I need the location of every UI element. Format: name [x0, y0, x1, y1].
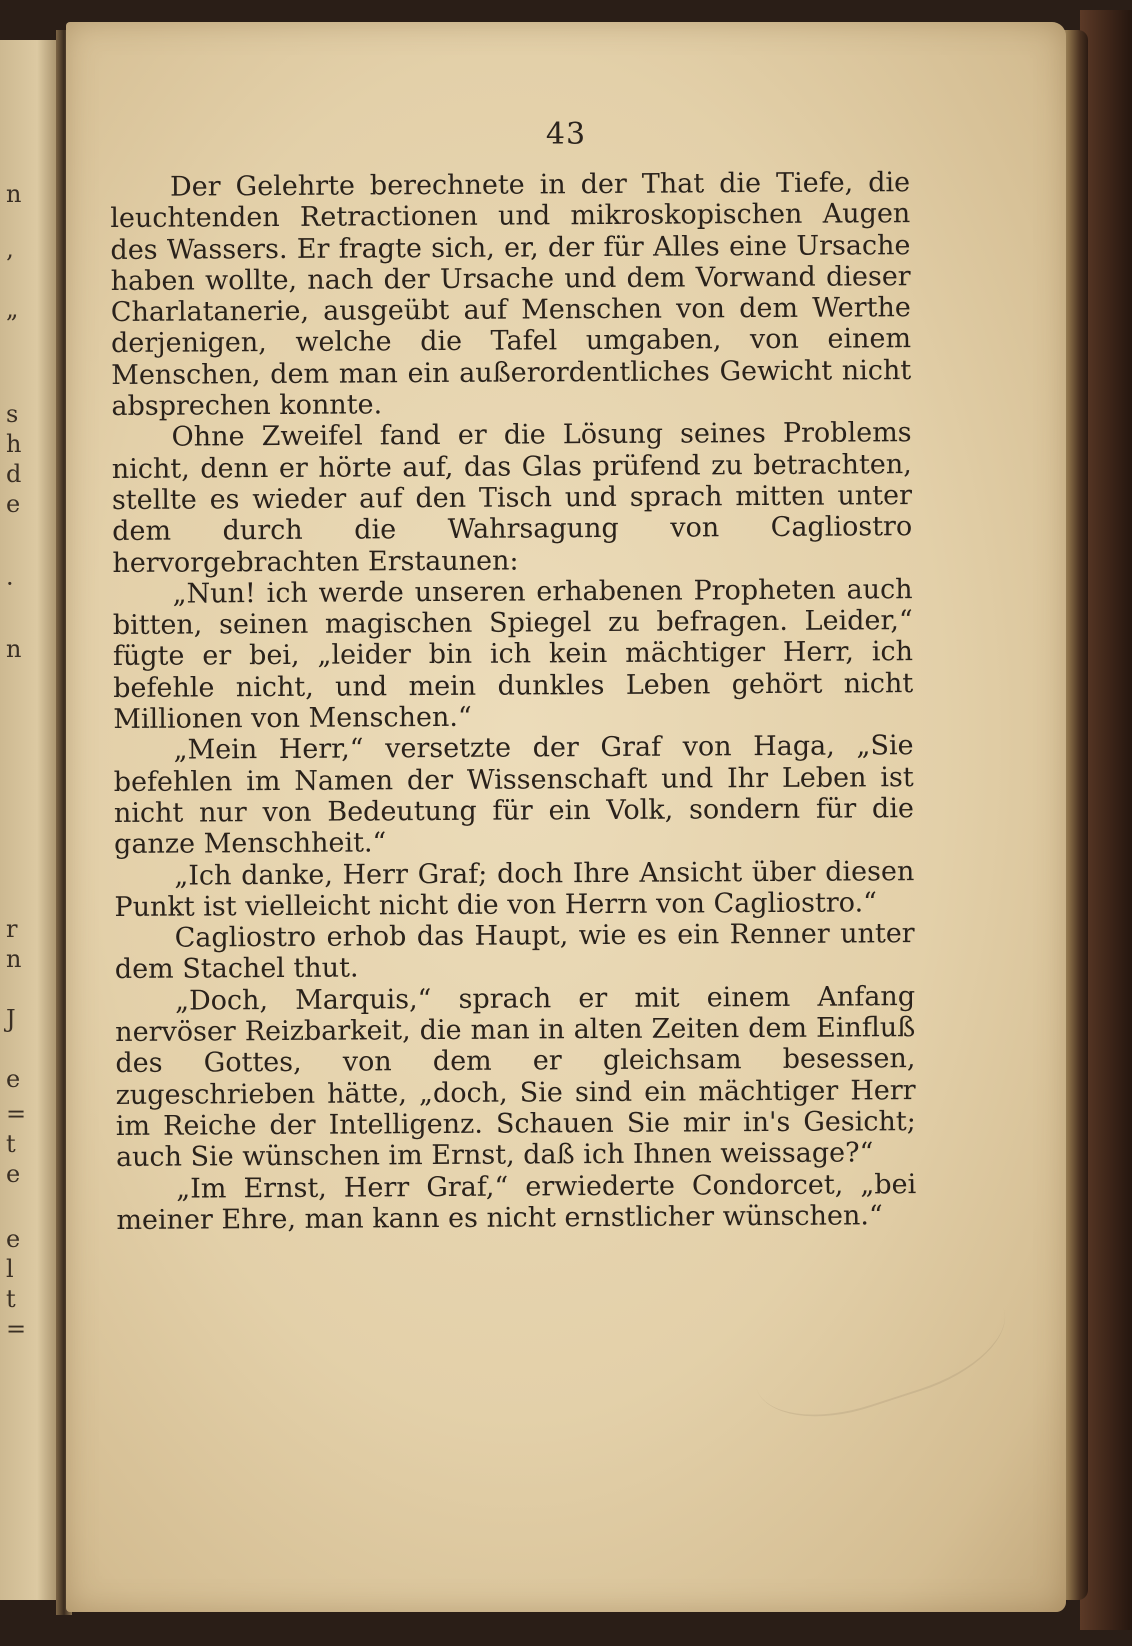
left-page-fragment: s	[6, 400, 19, 428]
left-page-fragment: =	[6, 1315, 27, 1343]
paragraph: „Nun! ich werde unseren erhabenen Propheten auch bitten, seinen magischen Spiegel zu befragen. Leider,“ fügte er bei, „leider bin ich kein mächtiger Herr, ich befehle nicht, und mein dunkles Leben gehört nicht Millionen von Menschen.“	[112, 573, 914, 736]
left-page-fragment: ‚	[6, 235, 14, 263]
paragraph: „Mein Herr,“ versetzte der Graf von Haga, „Sie befehlen im Namen der Wissenschaft und Ihr Leben ist nicht nur von Bedeutung für ein Volk, sondern für die ganze Menschheit.“	[113, 730, 914, 861]
left-page-fragment: e	[6, 1160, 21, 1188]
left-page-fragment: „	[6, 295, 19, 323]
left-page-fragment: ·	[6, 570, 14, 598]
left-page-edge	[0, 40, 62, 1600]
page-number: 43	[545, 117, 587, 152]
left-page-fragment: =	[6, 1100, 27, 1128]
left-page-fragment: e	[6, 1225, 21, 1253]
left-page-fragment: r	[6, 915, 18, 943]
left-page-fragment: t	[6, 1285, 16, 1313]
left-page-fragment: n	[6, 945, 22, 973]
page-body	[110, 167, 916, 1236]
left-page-fragment: t	[6, 1130, 16, 1158]
left-page-fragment: n	[6, 180, 22, 208]
paragraph: Der Gelehrte berechnete in der That die Tiefe, die leuchtenden Retractionen und mikroskopischen Augen des Wassers. Er fragte sich, er, der für Alles eine Ursache haben wollte, nach der Ursache und dem Vorwand dieser Charlatanerie, ausgeübt auf Menschen von dem Werthe derjenigen, welche die Tafel umgaben, von einem Menschen, dem man ein außerordentliches Gewicht nicht absprechen konnte.	[110, 167, 912, 423]
left-page-fragment: e	[6, 1065, 21, 1093]
left-page-fragment: h	[6, 430, 22, 458]
left-page-fragment: l	[6, 1255, 14, 1283]
left-page-fragment: J	[6, 1005, 16, 1033]
paragraph: „Ich danke, Herr Graf; doch Ihre Ansicht über diesen Punkt ist vielleicht nicht die von Herrn von Cagliostro.“	[114, 855, 915, 923]
paragraph: „Doch, Marquis,“ sprach er mit einem Anfang nervöser Reizbarkeit, die man in alten Zeiten dem Einfluß des Gottes, von dem er gleichsam besessen, zugeschrieben hätte, „doch, Sie sind ein mächtiger Herr im Reiche der Intelligenz. Schauen Sie mir in's Gesicht; auch Sie wünschen im Ernst, daß ich Ihnen weissage?“	[115, 980, 916, 1174]
right-page	[66, 22, 1066, 1612]
left-page-fragment: d	[6, 460, 22, 488]
pencil-marking	[732, 1233, 1020, 1439]
left-page-fragment: e	[6, 490, 21, 518]
paragraph: Cagliostro erhob das Haupt, wie es ein Renner unter dem Stachel thut.	[114, 918, 915, 986]
paragraph: Ohne Zweifel fand er die Lösung seines Problems nicht, denn er hörte auf, das Glas prüfend zu betrachten, stellte es wieder auf den Tisch und sprach mitten unter dem durch die Wahrsagung von Cagliostro hervorgebrachten Erstaunen:	[111, 417, 913, 579]
paragraph: „Im Ernst, Herr Graf,“ erwiederte Condorcet, „bei meiner Ehre, man kann es nicht ernstlicher wünschen.“	[116, 1168, 917, 1236]
left-page-fragment: n	[6, 635, 22, 663]
